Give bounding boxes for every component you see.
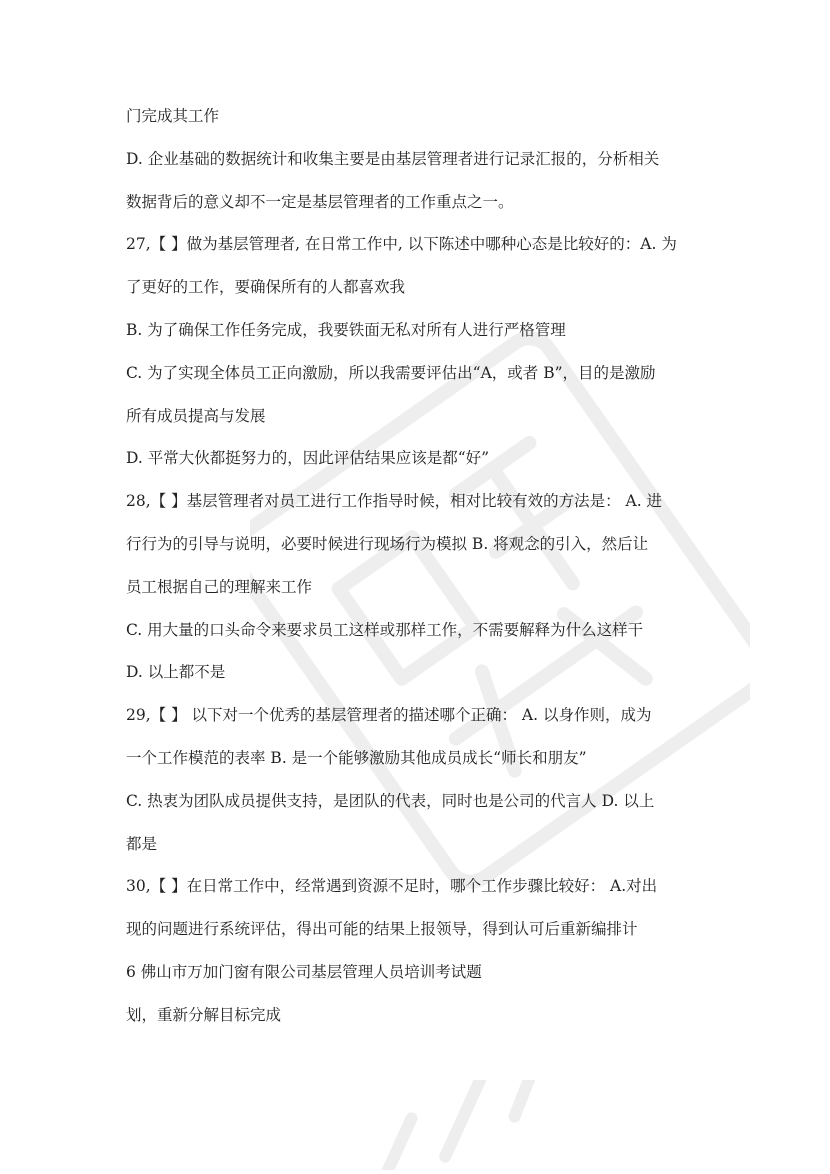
text-line: 现的问题进行系统评估，得出可能的结果上报领导，得到认可后重新编排计 xyxy=(126,920,638,939)
text-line: 数据背后的意义却不一定是基层管理者的工作重点之一。 xyxy=(126,192,514,211)
question-30-line: 30,【 】在日常工作中，经常遇到资源不足时，哪个工作步骤比较好： A.对出 xyxy=(126,877,658,896)
document-body xyxy=(126,106,716,1048)
question-29-line: 29,【 】 以下对一个优秀的基层管理者的描述哪个正确： A. 以身作则，成为 xyxy=(126,706,652,725)
text-line: 门完成其工作 xyxy=(126,107,220,125)
text-line: D. 企业基础的数据统计和收集主要是由基层管理者进行记录汇报的，分析相关 xyxy=(126,149,660,168)
text-line: B. 为了确保工作任务完成，我要铁面无私对所有人进行严格管理 xyxy=(126,320,566,339)
text-line: 行行为的引导与说明，必要时候进行现场行为模拟 B. 将观念的引入，然后让 xyxy=(126,534,649,553)
page-footer: 6 佛山市万加门窗有限公司基层管理人员培训考试题 xyxy=(126,962,482,981)
text-line: D. 平常大伙都挺努力的，因此评估结果应该是都“好” xyxy=(126,449,490,468)
text-line: 了更好的工作，要确保所有的人都喜欢我 xyxy=(126,278,406,297)
text-line: 划，重新分解目标完成 xyxy=(126,1005,282,1024)
text-line: C. 用大量的口头命令来要求员工这样或那样工作，不需要解释为什么这样干 xyxy=(126,620,644,639)
text-line: 所有成员提高与发展 xyxy=(126,406,266,425)
text-line: C. 为了实现全体员工正向激励，所以我需要评估出“A，或者 B”，目的是激励 xyxy=(126,363,656,382)
question-27-line: 27,【 】做为基层管理者, 在日常工作中, 以下陈述中哪种心态是比较好的：A. 为 xyxy=(126,235,677,254)
text-line: 一个工作模范的表率 B. 是一个能够激励其他成员成长“师长和朋友” xyxy=(126,748,587,767)
question-28-line: 28,【 】基层管理者对员工进行工作指导时候，相对比较有效的方法是： A. 进 xyxy=(126,492,663,511)
watermark-graphic-bottom xyxy=(320,1080,580,1170)
text-line: 都是 xyxy=(126,834,158,853)
text-line: 员工根据自己的理解来工作 xyxy=(126,577,313,596)
text-line: D. 以上都不是 xyxy=(126,663,226,682)
text-line: C. 热衷为团队成员提供支持，是团队的代表，同时也是公司的代言人 D. 以上 xyxy=(126,791,655,810)
